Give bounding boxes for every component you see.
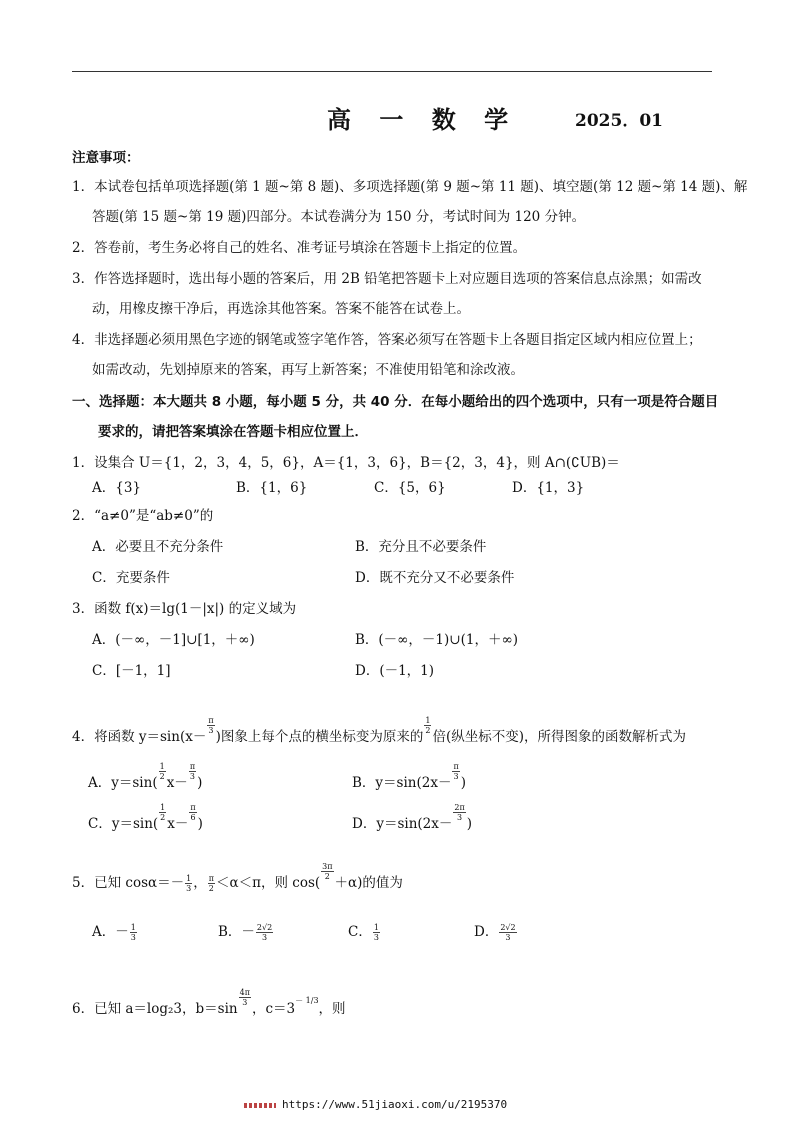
- fraction-2root2-over-3: $\frac{2√2}{3}$: [500, 923, 516, 942]
- page-title: 高 一 数 学: [327, 106, 519, 134]
- fraction-2root2-over-3: $\frac{2√2}{3}$: [256, 923, 273, 942]
- fraction-pi-over-2: $\frac{\pi}{2}$: [208, 874, 214, 893]
- q2-option-c: C．充要条件: [92, 570, 170, 586]
- q3-option-b: B．(－∞，－1)∪(1，＋∞): [355, 632, 518, 648]
- exam-date: 2025．01: [575, 111, 663, 131]
- fraction-pi-over-6: $\frac{\pi}{6}$: [190, 803, 196, 822]
- notice-item-1-line2: 答题(第 15 题~第 19 题)四部分。本试卷满分为 150 分，考试时间为 120 分钟。: [92, 209, 586, 225]
- top-rule: [72, 71, 712, 72]
- notice-item-1-line1: 1．本试卷包括单项选择题(第 1 题~第 8 题)、多项选择题(第 9 题~第 11 题)、填空题(第 12 题~第 14 题)、解: [72, 179, 748, 195]
- fraction-1-over-2: $\frac{1}{2}$: [160, 803, 166, 822]
- fraction-4pi-over-3: $\frac{4\pi}{3}$: [239, 988, 250, 1007]
- q5-option-c: C． $\frac{1}{3}$: [348, 923, 379, 942]
- fraction-pi-over-3: $\frac{\pi}{3}$: [453, 762, 459, 781]
- q4-option-a: A．y＝sin( $\frac{1}{2}$ x－ $\frac{\pi}{3}$ ): [88, 762, 203, 791]
- question-1-stem: 1．设集合 U＝{1，2，3，4，5，6}，A＝{1，3，6}，B＝{2，3，4}，则 A∩(∁UB)＝: [72, 455, 620, 471]
- q3-option-c: C．[－1，1]: [92, 663, 171, 679]
- fraction-2pi-over-3: $\frac{2\pi}{3}$: [454, 803, 465, 822]
- q5-option-b: B．－ $\frac{2√2}{3}$: [218, 923, 273, 942]
- question-3-stem: 3．函数 f(x)＝lg(1－|x|) 的定义域为: [72, 601, 297, 617]
- footer-url[interactable]: [244, 1098, 507, 1111]
- q4-stem-part-c: 倍(纵坐标不变)，所得图象的函数解析式为: [432, 729, 687, 745]
- notice-item-2: 2．答卷前，考生务必将自己的姓名、准考证号填涂在答题卡上指定的位置。: [72, 240, 527, 256]
- q1-option-c: C．{5，6}: [374, 480, 446, 496]
- q2-option-d: D．既不充分又不必要条件: [355, 570, 515, 586]
- q1-option-a: A．{3}: [92, 480, 142, 496]
- q1-option-b: B．{1，6}: [236, 480, 308, 496]
- notice-item-3-line2: 动，用橡皮擦干净后，再选涂其他答案。答案不能答在试卷上。: [92, 301, 470, 317]
- question-6-stem: 6．已知 a＝log₂3，b＝sin $\frac{4\pi}{3}$ ，$c=3^{- 1/3}$，则: [72, 988, 346, 1017]
- fraction-1-over-2: $\frac{1}{2}$: [425, 716, 431, 735]
- q4-option-b: B．y＝sin(2x－ $\frac{\pi}{3}$ ): [352, 762, 467, 791]
- site-logo-icon: [244, 1103, 276, 1108]
- section-heading-line2: 要求的，请把答案填涂在答题卡相应位置上．: [98, 424, 368, 440]
- question-5-stem: 5．已知 cosα＝－ $\frac{1}{3}$ ， $\frac{\pi}{2}$ ＜α＜π，则 cos( $\frac{3\pi}{2}$ ＋α)的值为: [72, 862, 403, 893]
- q1-option-d: D．{1，3}: [512, 480, 585, 496]
- fraction-3pi-over-2: $\frac{3\pi}{2}$: [322, 862, 333, 881]
- q2-option-b: B．充分且不必要条件: [355, 539, 487, 555]
- q4-stem-part-b: )图象上每个点的横坐标变为原来的: [215, 729, 424, 745]
- q5-option-d: D． $\frac{2√2}{3}$: [474, 923, 516, 942]
- footer-url-text[interactable]: https://www.51jiaoxi.com/u/2195370: [282, 1098, 508, 1111]
- notice-item-3-line1: 3．作答选择题时，选出每小题的答案后，用 2B 铅笔把答题卡上对应题目选项的答案信息点涂黑；如需改: [72, 271, 702, 287]
- q2-option-a: A．必要且不充分条件: [92, 539, 224, 555]
- q4-option-c: C．y＝sin( $\frac{1}{2}$ x－ $\frac{\pi}{6}$ ): [88, 803, 203, 832]
- q5-option-a: A．－ $\frac{1}{3}$: [92, 923, 136, 942]
- question-4-stem: [72, 716, 686, 745]
- q3-option-a: A．(－∞，－1]∪[1，＋∞): [92, 632, 255, 648]
- fraction-1-over-3: $\frac{1}{3}$: [373, 923, 379, 942]
- notice-heading: 注意事项：: [72, 150, 140, 166]
- fraction-1-over-3: $\frac{1}{3}$: [186, 874, 192, 893]
- fraction-1-over-3: $\frac{1}{3}$: [130, 923, 136, 942]
- fraction-pi-over-3: $\frac{\pi}{3}$: [208, 716, 214, 735]
- notice-item-4-line2: 如需改动，先划掉原来的答案，再写上新答案；不准使用铅笔和涂改液。: [92, 362, 524, 378]
- notice-item-4-line1: 4．非选择题必须用黑色字迹的钢笔或签字笔作答，答案必须写在答题卡上各题目指定区域内相应位置上；: [72, 332, 702, 348]
- question-2-stem: 2．“a≠0”是“ab≠0”的: [72, 508, 214, 524]
- q3-option-d: D．(－1，1): [355, 663, 435, 679]
- fraction-pi-over-3: $\frac{\pi}{3}$: [189, 762, 196, 781]
- exponent-minus-one-third: － 1/3: [295, 996, 319, 1005]
- q4-stem-part-a: 4．将函数 y＝sin(x－: [72, 729, 207, 745]
- q4-option-d: D．y＝sin(2x－ $\frac{2\pi}{3}$ ): [352, 803, 473, 832]
- section-heading-line1: 一、选择题：本大题共 8 小题，每小题 5 分，共 40 分．在每小题给出的四个选项中，只有一项是符合题目: [72, 394, 719, 410]
- fraction-1-over-2: $\frac{1}{2}$: [159, 762, 165, 781]
